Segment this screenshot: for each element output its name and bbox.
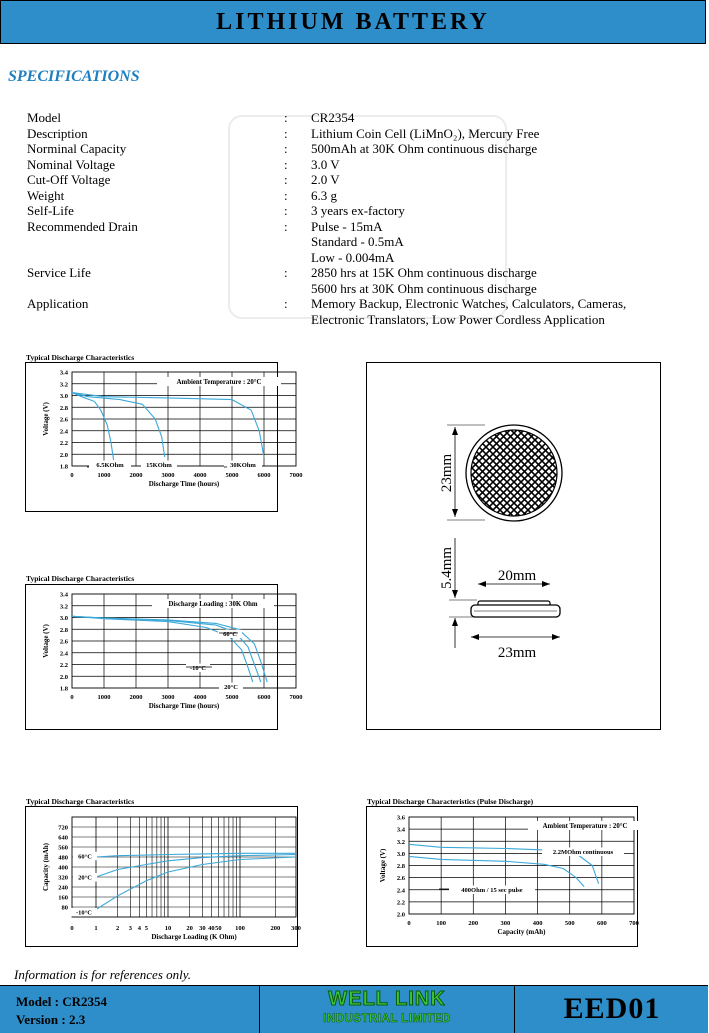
x-tick-label: 3 [128, 925, 132, 932]
x-tick-label: 0 [70, 925, 74, 932]
y-tick-label: 2.4 [59, 650, 68, 658]
x-tick-label: 400 [532, 920, 543, 927]
y-tick-label: 3.2 [396, 838, 405, 846]
chart1-panel [25, 362, 303, 512]
spec-label: Service Life [27, 265, 91, 280]
spec-label: Cut-Off Voltage [27, 172, 111, 187]
y-tick-label: 720 [58, 824, 68, 832]
series-label: -10°C [76, 909, 92, 917]
series-label: 6.5KOhm [96, 462, 124, 469]
dim-top-width-label: 20mm [497, 568, 537, 584]
chart-annotation: Ambient Temperature : 20°C [542, 823, 628, 830]
x-tick-label: 7000 [289, 472, 303, 479]
y-tick-label: 400 [58, 864, 68, 872]
y-tick-label: 560 [58, 844, 68, 852]
y-axis-label: Voltage (V) [42, 402, 50, 436]
spec-colon: : [284, 187, 288, 203]
coin-cell-drawing [367, 363, 660, 729]
x-tick-label: 500 [564, 920, 575, 927]
dim-height-label: 5.4mm [439, 546, 455, 590]
title-bar [0, 0, 706, 44]
x-tick-label: 6000 [257, 472, 271, 479]
x-axis-label: Discharge Loading (K Ohm) [151, 933, 237, 941]
coin-side-view [471, 601, 560, 617]
chart3-caption: Typical Discharge Characteristics [26, 797, 135, 806]
spec-label: Weight [27, 187, 65, 203]
x-axis-label: Discharge Time (hours) [148, 480, 220, 488]
x-tick-label: 1 [94, 925, 98, 932]
model-label: Model : CR2354 [16, 994, 107, 1009]
series-label: 20°C [78, 874, 92, 882]
specifications-heading: SPECIFICATIONS [8, 68, 140, 85]
y-tick-label: 3.0 [396, 850, 405, 858]
x-tick-label: 2000 [129, 694, 143, 701]
spec-colon: : [284, 110, 288, 125]
y-tick-label: 2.2 [396, 899, 405, 907]
x-tick-label: 5000 [225, 472, 239, 479]
chart-annotation: Discharge Loading : 30K Ohm [168, 601, 258, 608]
series-line [72, 393, 165, 458]
x-tick-label: 6000 [257, 694, 271, 701]
y-tick-label: 240 [58, 884, 68, 892]
spec-value: CR2354 [311, 110, 355, 125]
x-tick-label: 3000 [161, 694, 175, 701]
document-title: LITHIUM BATTERY [216, 8, 490, 35]
spec-label: Model [27, 110, 61, 125]
series-label: 400Ohm / 15 sec pulse [461, 887, 523, 894]
spec-label: Nominal Voltage [27, 156, 115, 172]
x-tick-label: 30 [199, 925, 206, 932]
y-tick-label: 2.2 [59, 440, 68, 447]
y-tick-label: 2.0 [59, 451, 68, 459]
y-tick-label: 160 [58, 894, 68, 902]
coin-top-view [466, 425, 562, 521]
y-axis-label: Voltage (V) [42, 624, 50, 658]
footnote: Information is for references only. [14, 967, 192, 982]
x-tick-label: 40 [208, 925, 215, 932]
brand-logo-line1: WELL LINK [328, 988, 446, 1010]
spec-colon: : [284, 172, 288, 187]
spec-colon: : [284, 265, 288, 280]
x-tick-label: 5 [144, 925, 148, 932]
y-tick-label: 3.2 [59, 603, 68, 611]
x-axis-label: Discharge Time (hours) [148, 702, 220, 710]
spec-label: Application [27, 296, 89, 311]
x-tick-label: 20 [186, 925, 193, 932]
x-tick-label: 1000 [97, 472, 111, 479]
x-tick-label: 300 [291, 925, 301, 932]
y-tick-label: 2.6 [396, 875, 405, 883]
y-axis-label: Capacity (mAh) [42, 842, 50, 892]
y-tick-label: 3.4 [59, 369, 68, 377]
x-tick-label: 0 [70, 472, 74, 479]
dim-diameter-label: 23mm [439, 453, 455, 493]
spec-value: 3 years ex-factory [311, 203, 405, 218]
y-tick-label: 3.2 [59, 381, 68, 389]
x-tick-label: 700 [629, 920, 639, 927]
y-tick-label: 2.8 [59, 404, 68, 412]
series-line [72, 393, 114, 461]
y-tick-label: 1.8 [59, 463, 68, 471]
series-label: 30KOhm [230, 462, 256, 469]
footer [0, 985, 708, 1033]
x-tick-label: 2 [116, 925, 120, 932]
y-tick-label: 480 [58, 854, 68, 862]
series-label: -10°C [190, 665, 206, 672]
y-tick-label: 1.8 [59, 685, 68, 693]
spec-label: Description [27, 125, 88, 141]
chart1-svg [26, 363, 303, 511]
dimension-drawing-panel [366, 362, 661, 730]
chart2-svg [26, 585, 303, 729]
y-tick-label: 2.4 [396, 887, 405, 895]
spec-value: 500mAh at 30K Ohm continuous discharge [311, 141, 538, 156]
spec-value: Lithium Coin Cell (LiMnO₂), Mercury Free [311, 125, 540, 141]
spec-value: 5600 hrs at 30K Ohm continuous discharge [311, 280, 537, 296]
x-tick-label: 50 [215, 925, 222, 932]
chart2-panel [25, 584, 303, 730]
y-tick-label: 320 [58, 874, 68, 882]
chart3-panel [25, 806, 301, 947]
series-label: 15KOhm [146, 462, 172, 469]
footer-brand-block [260, 986, 514, 1033]
y-tick-label: 2.2 [59, 662, 68, 669]
spec-colon: : [284, 296, 288, 311]
chart3-svg [26, 807, 301, 946]
x-tick-label: 0 [407, 920, 411, 927]
y-tick-label: 3.4 [59, 591, 68, 599]
spec-label: Self-Life [27, 203, 74, 218]
x-tick-label: 100 [235, 925, 245, 932]
chart2-caption: Typical Discharge Characteristics [26, 574, 135, 583]
spec-value: 3.0 V [311, 156, 340, 172]
spec-value: Memory Backup, Electronic Watches, Calculators, Cameras, [311, 296, 627, 311]
spec-label: Recommended Drain [27, 218, 138, 234]
x-tick-label: 10 [164, 925, 172, 932]
spec-colon: : [284, 218, 288, 234]
dim-bottom-width-label: 23mm [497, 645, 537, 661]
y-tick-label: 3.6 [396, 814, 405, 822]
series-line [72, 616, 267, 682]
y-tick-label: 2.6 [59, 416, 68, 424]
series-label: 20°C [224, 684, 238, 691]
spec-value: 2850 hrs at 15K Ohm continuous discharge [311, 265, 537, 280]
version-label: Version : 2.3 [16, 1012, 86, 1027]
chart4-caption: Typical Discharge Characteristics (Pulse Discharge) [367, 797, 534, 806]
x-tick-label: 1000 [97, 694, 111, 701]
brand-logo-line2: INDUSTRIAL LIMITED [323, 1013, 451, 1025]
x-tick-label: 200 [270, 925, 281, 932]
y-tick-label: 2.0 [59, 673, 68, 681]
y-tick-label: 2.4 [59, 428, 68, 436]
document-code: EED01 [563, 992, 661, 1025]
series-line [409, 856, 584, 886]
x-tick-label: 300 [500, 920, 511, 927]
x-tick-label: 0 [70, 694, 74, 701]
series-label: 2.2MOhm continuous [552, 849, 614, 856]
spec-value: Pulse - 15mA [311, 218, 383, 234]
x-axis-label: Capacity (mAh) [497, 928, 546, 936]
series-line [96, 857, 296, 910]
y-tick-label: 2.0 [396, 911, 405, 919]
spec-value: 6.3 g [311, 187, 337, 203]
spec-label: Norminal Capacity [27, 141, 127, 156]
y-tick-label: 80 [61, 904, 68, 912]
footer-model-block [0, 986, 260, 1033]
y-tick-label: 2.6 [59, 638, 68, 646]
footer-code-block [514, 986, 708, 1033]
x-tick-label: 7000 [289, 694, 303, 701]
x-tick-label: 2000 [129, 472, 143, 479]
series-label: 60°C [223, 631, 237, 638]
x-tick-label: 100 [436, 920, 447, 927]
y-tick-label: 3.0 [59, 615, 68, 622]
spec-colon: : [284, 125, 288, 141]
x-tick-label: 3000 [161, 472, 175, 479]
x-tick-label: 4000 [193, 694, 207, 701]
spec-colon: : [284, 203, 288, 218]
y-tick-label: 2.8 [396, 863, 405, 870]
chart4-svg [367, 807, 637, 946]
x-tick-label: 5000 [225, 694, 239, 701]
y-tick-label: 640 [58, 834, 68, 842]
series-label: 60°C [78, 853, 92, 861]
y-tick-label: 3.4 [396, 826, 405, 834]
y-tick-label: 2.8 [59, 626, 68, 634]
spec-colon: : [284, 156, 288, 172]
x-tick-label: 4 [137, 925, 141, 932]
spec-colon: : [284, 141, 288, 156]
series-line [72, 616, 261, 682]
x-tick-label: 4000 [193, 472, 207, 479]
spec-value: 2.0 V [311, 172, 340, 187]
y-axis-label: Voltage (V) [379, 848, 387, 883]
chart-annotation: Ambient Temperature : 20°C [176, 379, 262, 386]
spec-value: Electronic Translators, Low Power Cordless Application [311, 311, 605, 327]
chart4-panel [366, 806, 638, 947]
x-tick-label: 200 [468, 920, 479, 927]
y-tick-label: 3.0 [59, 393, 68, 400]
chart1-caption: Typical Discharge Characteristics [26, 353, 135, 362]
spec-value: Low - 0.004mA [311, 249, 395, 265]
x-tick-label: 600 [596, 920, 607, 927]
spec-value: Standard - 0.5mA [311, 234, 404, 249]
